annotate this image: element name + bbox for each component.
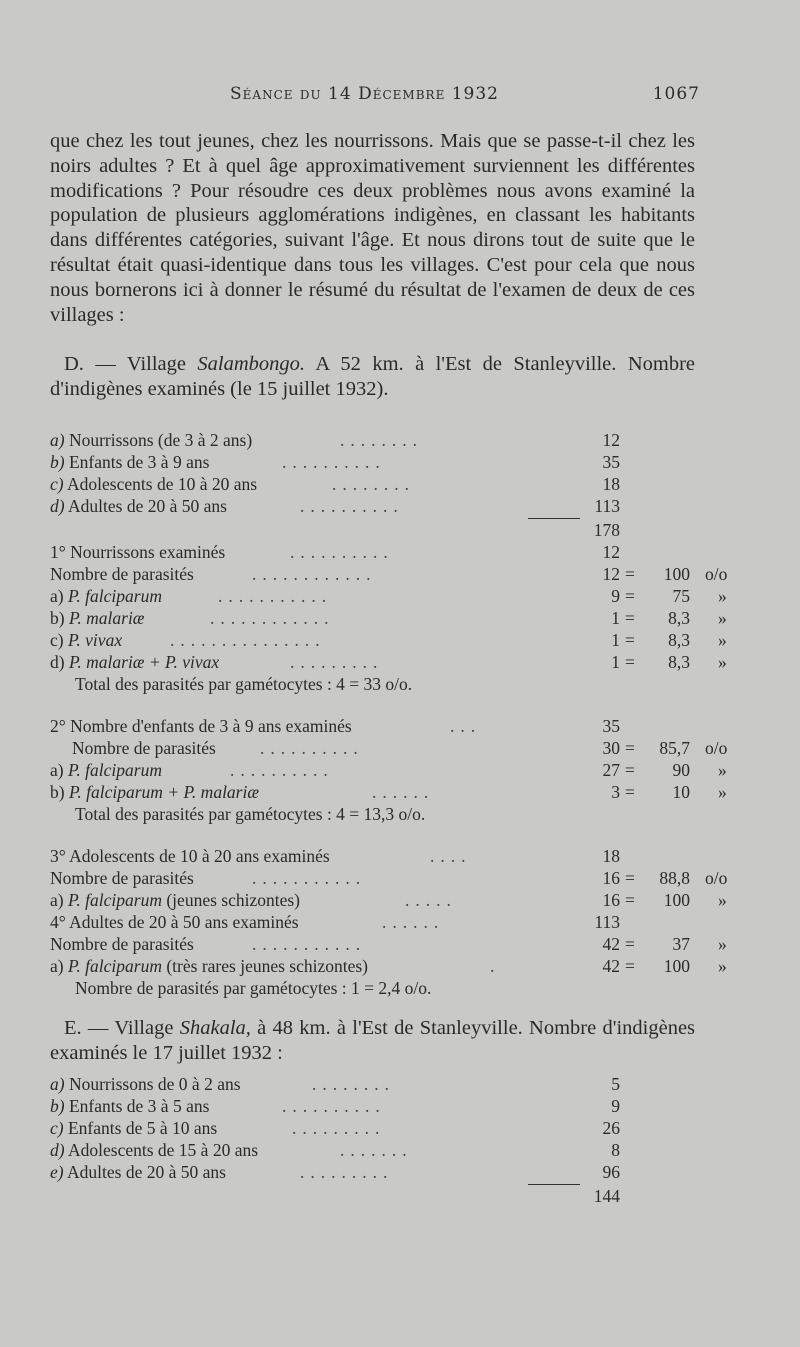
row-label: Adultes de 20 à 50 ans [68, 496, 227, 516]
group-examined: 12 [602, 542, 620, 562]
village-d-name: Salambongo. [197, 353, 306, 375]
species-count: 1 [611, 652, 620, 672]
species-letter: c) [50, 630, 64, 650]
group1-species-b: b) P. malariæ ............ 1 = 8,3 » [50, 608, 727, 628]
gametocytes-line: Total des parasités par gamétocytes : 4 = 13,3 o/o. [75, 804, 426, 824]
parasites-pct: 37 [672, 934, 690, 954]
species-unit: » [718, 586, 727, 606]
row-label: Adultes de 20 à 50 ans [67, 1162, 226, 1182]
village-e-rest: à 48 km. à l'Est de Stanleyville. Nombre d'indigènes examinés le 17 juillet 1932 : [50, 1017, 696, 1064]
equals-sign: = [625, 652, 635, 672]
species-letter: b) [50, 608, 65, 628]
row-letter: a) [50, 430, 65, 450]
village-d-heading [50, 352, 695, 402]
group4-title-row: 4° Adultes de 20 à 50 ans examinés ...... 113 [50, 912, 620, 932]
group2-gametocytes [75, 804, 675, 826]
species-unit: » [718, 956, 727, 976]
village-e-row-c: c) Enfants de 5 à 10 ans ......... 26 [50, 1118, 620, 1138]
group-title: 4° Adultes de 20 à 50 ans examinés [50, 912, 299, 932]
village-e-name: Shakala, [179, 1017, 251, 1039]
species-label: P. malariæ + P. vivax [68, 652, 220, 672]
equals-sign: = [625, 738, 635, 758]
species-count: 3 [611, 782, 620, 802]
equals-sign: = [625, 760, 635, 780]
species-pct: 10 [672, 782, 690, 802]
running-header [230, 84, 700, 104]
parasites-pct: 85,7 [659, 738, 690, 758]
gametocytes-line: Total des parasités par gamétocytes : 4 = 33 o/o. [75, 674, 413, 694]
row-letter: c) [50, 1118, 64, 1138]
species-pct: 100 [663, 956, 690, 976]
species-label: P. falciparum [67, 890, 162, 910]
row-label: Adolescents de 15 à 20 ans [68, 1140, 259, 1160]
group4-parasites-row: Nombre de parasités ........... 42 = 37 » [50, 934, 727, 954]
species-pct: 75 [672, 586, 690, 606]
species-unit: » [718, 608, 727, 628]
gametocytes-line: Nombre de parasités par gamétocytes : 1 = 2,4 o/o. [75, 978, 432, 998]
village-d-row-d: d) Adultes de 20 à 50 ans .......... 113 [50, 496, 620, 516]
species-unit: » [718, 782, 727, 802]
row-label: Enfants de 3 à 9 ans [68, 452, 210, 472]
village-e-prefix: E. — Village [64, 1017, 174, 1039]
species-label: P. falciparum [67, 760, 162, 780]
group3-parasites-row: Nombre de parasités ........... 16 = 88,8 o/o [50, 868, 728, 888]
village-d-prefix: D. — Village [64, 353, 186, 375]
row-letter: a) [50, 1074, 65, 1094]
row-letter: e) [50, 1162, 64, 1182]
group-title: 2° Nombre d'enfants de 3 à 9 ans examinés [50, 716, 352, 736]
species-label: P. vivax [67, 630, 123, 650]
parasites-pct: 88,8 [659, 868, 690, 888]
species-count: 1 [611, 608, 620, 628]
row-value: 35 [602, 452, 620, 472]
header-title: Séance du 14 Décembre 1932 [230, 84, 499, 104]
group4-species-a: a) P. falciparum (très rares jeunes schizontes) . 42 = 100 » [50, 956, 727, 976]
village-e-total [50, 1186, 620, 1208]
equals-sign: = [625, 586, 635, 606]
group2-species-b: b) P. falciparum + P. malariæ ...... 3 = 10 » [50, 782, 727, 802]
row-value: 8 [611, 1140, 620, 1160]
row-label: Nourrissons de 0 à 2 ans [68, 1074, 241, 1094]
village-d-row-a: a) Nourrissons (de 3 à 2 ans) ........ 12 [50, 430, 620, 450]
parasites-count: 30 [602, 738, 620, 758]
species-letter: a) [50, 586, 64, 606]
species-letter: a) [50, 956, 64, 976]
group1-species-d: d) P. malariæ + P. vivax ......... 1 = 8,3 » [50, 652, 727, 672]
row-letter: b) [50, 1096, 65, 1116]
group3-title-row: 3° Adolescents de 10 à 20 ans examinés .... 18 [50, 846, 620, 866]
parasites-count: 42 [602, 934, 620, 954]
village-e-row-b: b) Enfants de 3 à 5 ans .......... 9 [50, 1096, 620, 1116]
row-letter: d) [50, 496, 65, 516]
row-value: 26 [602, 1118, 620, 1138]
group3-species-a: a) P. falciparum (jeunes schizontes) ..... 16 = 100 » [50, 890, 727, 910]
equals-sign: = [625, 934, 635, 954]
parasites-label: Nombre de parasités [50, 564, 194, 584]
village-d-rest: A 52 km. à l'Est de Stanleyville. Nombre d'indigènes examinés (le 15 juillet 1932). [50, 353, 695, 400]
species-letter: a) [50, 760, 64, 780]
parasites-label: Nombre de parasités [72, 738, 216, 758]
species-pct: 8,3 [668, 630, 690, 650]
species-pct: 100 [663, 890, 690, 910]
species-count: 1 [611, 630, 620, 650]
equals-sign: = [625, 608, 635, 628]
row-value: 9 [611, 1096, 620, 1116]
row-value: 18 [602, 474, 620, 494]
species-count: 27 [602, 760, 620, 780]
row-value: 96 [602, 1162, 620, 1182]
parasites-unit: o/o [705, 868, 728, 888]
group2-parasites-row: Nombre de parasités .......... 30 = 85,7 o/o [72, 738, 728, 758]
village-e-row-d: d) Adolescents de 15 à 20 ans ....... 8 [50, 1140, 620, 1160]
row-value: 113 [594, 496, 620, 516]
species-pct: 90 [672, 760, 690, 780]
parasites-unit: o/o [705, 738, 728, 758]
parasites-unit: » [718, 934, 727, 954]
row-label: Nourrissons (de 3 à 2 ans) [68, 430, 253, 450]
species-note: (jeunes schizontes) [166, 890, 300, 910]
species-count: 16 [602, 890, 620, 910]
row-letter: b) [50, 452, 65, 472]
equals-sign: = [625, 890, 635, 910]
intro-paragraph: que chez les tout jeunes, chez les nourrissons. Mais que se passe-t-il chez les noirs adultes ? Et à quel âge approximativement surviennent les différentes modifications ? Pour résoudre ces deux problèmes nous avons examiné la population de plusieurs agglomérations indigènes, en classant les habitants dans différentes catégories, suivant l'âge. Et nous dirons tout de suite que le résultat était quasi-identique dans tous les villages. C'est pour cela que nous nous bornerons ici à donner le résumé du résultat de l'examen de deux de ces villages : [50, 130, 695, 326]
species-letter: d) [50, 652, 65, 672]
total-rule [528, 1184, 580, 1185]
group-title: 3° Adolescents de 10 à 20 ans examinés [50, 846, 330, 866]
village-e-row-a: a) Nourrissons de 0 à 2 ans ........ 5 [50, 1074, 620, 1094]
parasites-count: 16 [602, 868, 620, 888]
row-label: Enfants de 3 à 5 ans [68, 1096, 210, 1116]
species-pct: 8,3 [668, 652, 690, 672]
group-title: 1° Nourrissons examinés [50, 542, 226, 562]
total-value: 144 [593, 1186, 620, 1206]
total-rule [528, 518, 580, 519]
group2-title-row: 2° Nombre d'enfants de 3 à 9 ans examinés ... 35 [50, 716, 620, 736]
species-label: P. falciparum [67, 586, 162, 606]
species-unit: » [718, 760, 727, 780]
page-number: 1067 [652, 84, 700, 104]
parasites-unit: o/o [705, 564, 728, 584]
total-value: 178 [593, 520, 620, 540]
species-label: P. malariæ [68, 608, 145, 628]
row-label: Enfants de 5 à 10 ans [67, 1118, 218, 1138]
group4-gametocytes [75, 978, 675, 1000]
species-note: (très rares jeunes schizontes) [166, 956, 369, 976]
group-examined: 113 [594, 912, 620, 932]
species-letter: b) [50, 782, 65, 802]
equals-sign: = [625, 868, 635, 888]
parasites-count: 12 [602, 564, 620, 584]
intro-paragraph-block [50, 129, 695, 327]
row-label: Adolescents de 10 à 20 ans [67, 474, 258, 494]
species-unit: » [718, 890, 727, 910]
species-pct: 8,3 [668, 608, 690, 628]
group-examined: 35 [602, 716, 620, 736]
equals-sign: = [625, 564, 635, 584]
species-count: 42 [602, 956, 620, 976]
group2-species-a: a) P. falciparum .......... 27 = 90 » [50, 760, 727, 780]
group1-parasites-row: Nombre de parasités ............ 12 = 100 o/o [50, 564, 728, 584]
village-e-heading [50, 1016, 695, 1066]
group1-gametocytes [75, 674, 675, 696]
species-label: P. falciparum + P. malariæ [68, 782, 260, 802]
village-d-total [50, 520, 620, 542]
parasites-label: Nombre de parasités [50, 868, 194, 888]
row-value: 12 [602, 430, 620, 450]
village-e-row-e: e) Adultes de 20 à 50 ans ......... 96 [50, 1162, 620, 1182]
equals-sign: = [625, 782, 635, 802]
row-letter: c) [50, 474, 64, 494]
row-letter: d) [50, 1140, 65, 1160]
equals-sign: = [625, 630, 635, 650]
group-examined: 18 [602, 846, 620, 866]
row-value: 5 [611, 1074, 620, 1094]
equals-sign: = [625, 956, 635, 976]
village-d-row-c: c) Adolescents de 10 à 20 ans ........ 18 [50, 474, 620, 494]
species-unit: » [718, 652, 727, 672]
species-count: 9 [611, 586, 620, 606]
group1-species-c: c) P. vivax ............... 1 = 8,3 » [50, 630, 727, 650]
village-d-row-b: b) Enfants de 3 à 9 ans .......... 35 [50, 452, 620, 472]
group1-title-row: 1° Nourrissons examinés .......... 12 [50, 542, 620, 562]
species-unit: » [718, 630, 727, 650]
species-label: P. falciparum [67, 956, 162, 976]
parasites-label: Nombre de parasités [50, 934, 194, 954]
species-letter: a) [50, 890, 64, 910]
parasites-pct: 100 [663, 564, 690, 584]
group1-species-a: a) P. falciparum ........... 9 = 75 » [50, 586, 727, 606]
